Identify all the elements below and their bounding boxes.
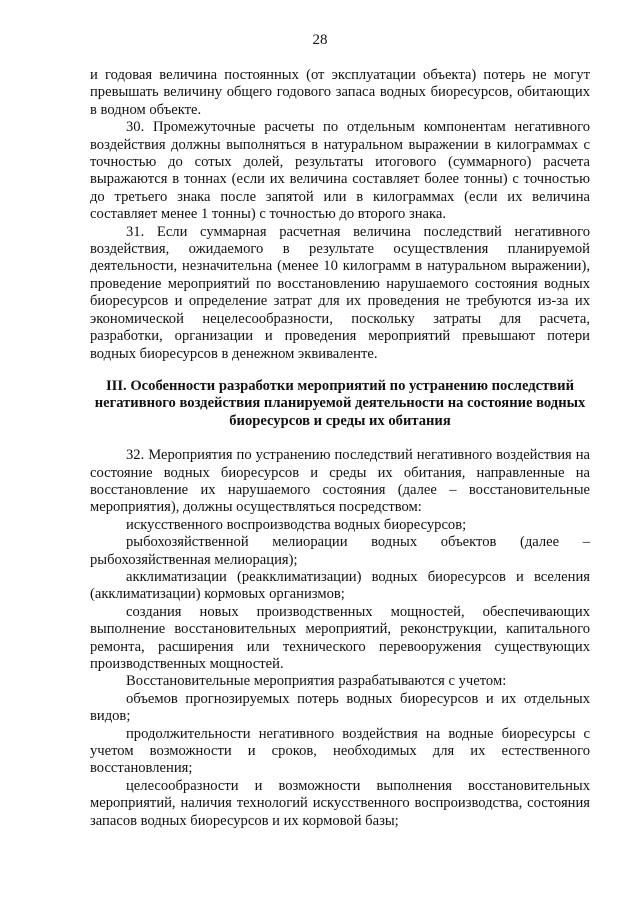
- document-body: [90, 67, 590, 830]
- list-item-melioration: рыбохозяйственной мелиорации водных объектов (далее – рыбохозяйственная мелиорация);: [90, 534, 590, 568]
- list-item-capacities: создания новых производственных мощностей, обеспечивающих выполнение восстановительных мероприятий, реконструкции, капитального ремонта, расширения или технического перевооружения существующих производственных мощностей.: [90, 603, 590, 672]
- list-item-acclimatization: акклиматизации (реакклиматизации) водных биоресурсов и вселения (акклиматизации) кормовых организмов;: [90, 568, 590, 603]
- paragraph-32: 32. Мероприятия по устранению последствий негативного воздействия на состояние водных биоресурсов и среды их обитания, направленные на восстановление их нарушаемого состояния (далее – восстановительные мероприятия), должны осуществляться посредством:: [90, 447, 590, 516]
- list-item-feasibility: целесообразности и возможности выполнения восстановительных мероприятий, наличия технологий искусственного воспроизводства, состояния запасов водных биоресурсов и их кормовой базы;: [90, 777, 590, 829]
- list-item-volumes: объемов прогнозируемых потерь водных биоресурсов и их отдельных видов;: [90, 690, 590, 725]
- paragraph-31: 31. Если суммарная расчетная величина последствий негативного воздействия, ожидаемого в результате осуществления планируемой деятельности, незначительна (менее 10 килограмм в натуральном выражении), проведение мероприятий по восстановлению нарушаемого состояния водных биоресурсов и определение затрат для их проведения не требуются из-за их экономической нецелесообразности, поскольку затраты для расчета, разработки, организации и проведения мероприятий превышают потери водных биоресурсов в денежном эквиваленте.: [90, 223, 590, 362]
- page-number: 28: [312, 32, 328, 48]
- paragraph-30: 30. Промежуточные расчеты по отдельным компонентам негативного воздействия должны выполняться в натуральном выражении в килограммах с точностью до сотых долей, результаты итогового (суммарного) расчета выражаются в тоннах (если их величина составляет более тонны) с точностью до третьего знака после запятой или в килограммах (если их величина составляет менее 1 тонны) с точностью до второго знака.: [90, 119, 590, 223]
- paragraph-considerations-intro: Восстановительные мероприятия разрабатываются с учетом:: [126, 673, 507, 690]
- section-heading: III. Особенности разработки мероприятий по устранению последствий негативного воздействия планируемой деятельности на состояние водных биоресурсов и среды их обитания: [94, 377, 586, 429]
- list-item-reproduction: искусственного воспроизводства водных биоресурсов;: [126, 516, 467, 533]
- list-item-duration: продолжительности негативного воздействия на водные биоресурсы с учетом возможности и сроков, необходимых для их естественного восстановления;: [90, 725, 590, 777]
- paragraph-continuation: и годовая величина постоянных (от эксплуатации объекта) потерь не могут превышать величину общего годового запаса водных биоресурсов, обитающих в водном объекте.: [90, 67, 590, 118]
